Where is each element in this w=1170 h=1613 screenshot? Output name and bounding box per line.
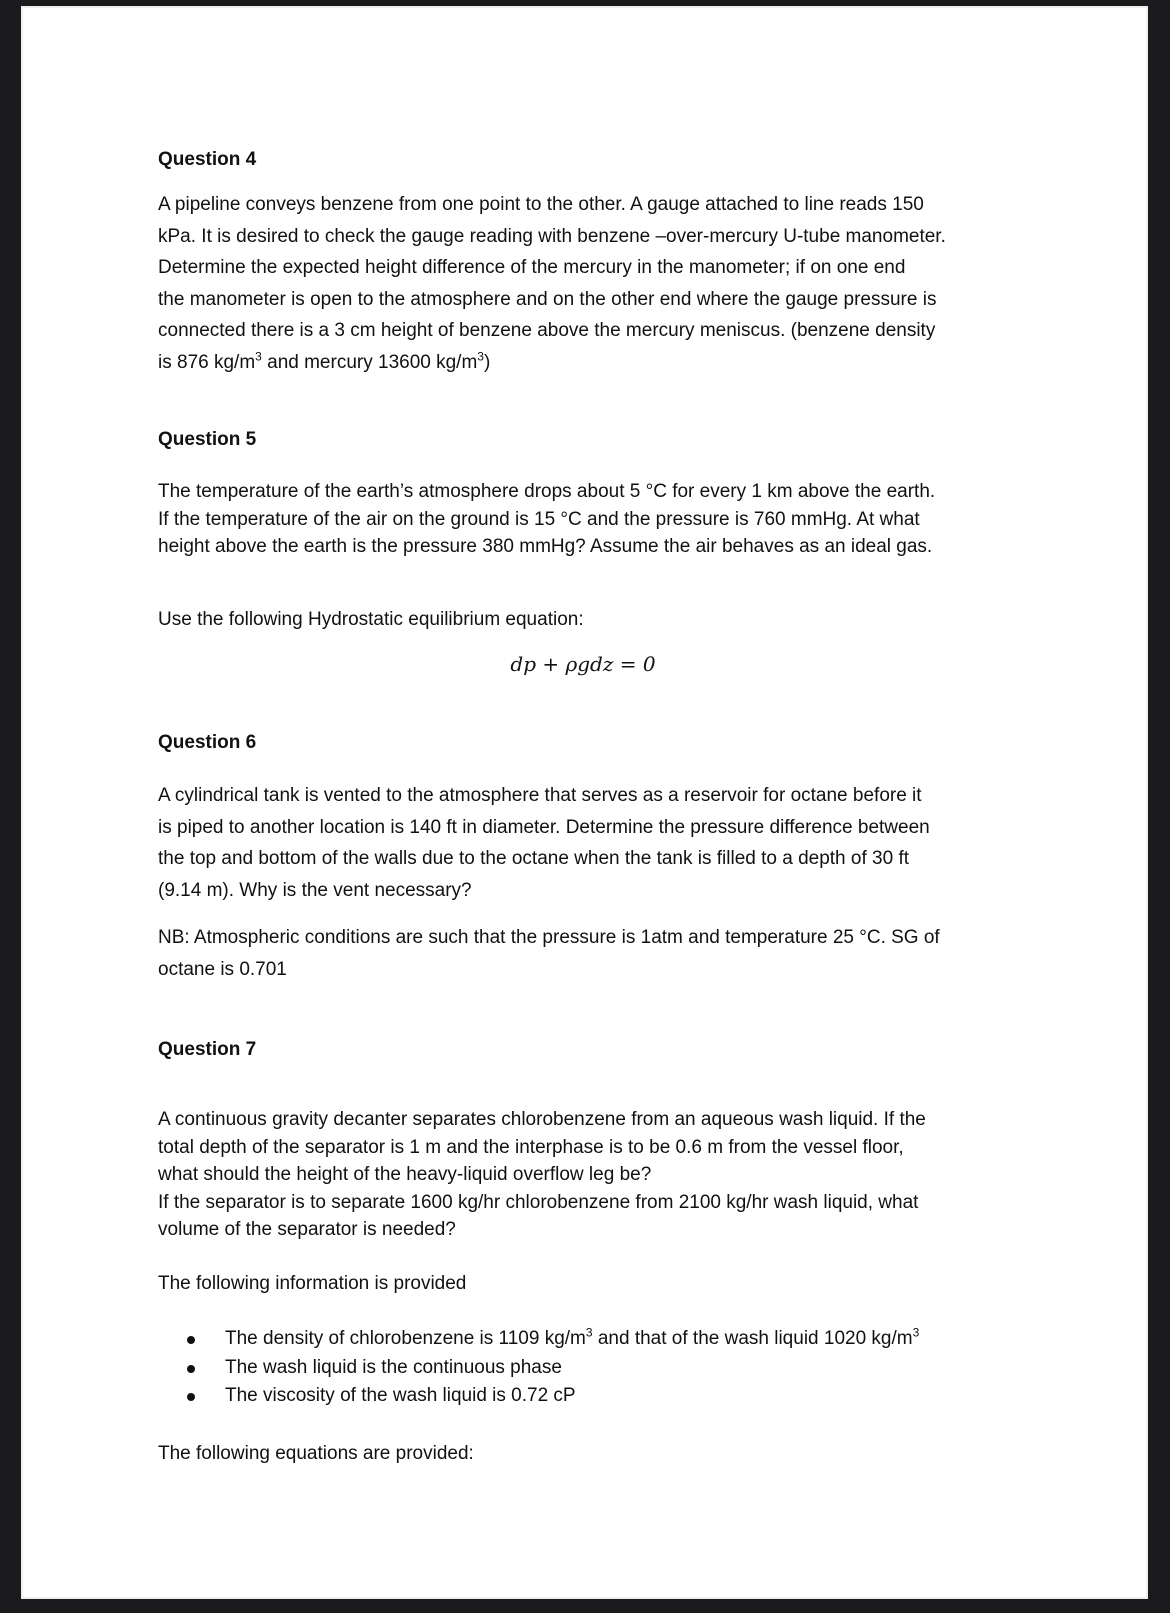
- text-line: the top and bottom of the walls due to the octane when the tank is filled to a depth of 30 ft: [158, 848, 910, 870]
- superscript: 3: [477, 349, 484, 364]
- text-line: height above the earth is the pressure 380 mmHg? Assume the air behaves as an ideal gas.: [158, 536, 933, 557]
- superscript: 3: [585, 1325, 593, 1340]
- question-7-info-heading: [158, 1270, 1008, 1298]
- text-line: The following equations are provided:: [158, 1443, 474, 1464]
- text-line: If the temperature of the air on the ground is 15 °C and the pressure is 760 mmHg. At what: [158, 508, 920, 530]
- question-4-title: Question 4: [158, 149, 257, 170]
- question-5-title: Question 5: [158, 429, 257, 450]
- question-7-text: [158, 1106, 1008, 1244]
- text-line: connected there is a 3 cm height of benzene above the mercury meniscus. (benzene density: [158, 320, 936, 342]
- list-item: [158, 1382, 1008, 1411]
- list-item: [158, 1325, 1008, 1354]
- bullet-icon: [187, 1393, 195, 1401]
- question-5-text: [158, 478, 1008, 561]
- text-line: The following information is provided: [158, 1273, 467, 1294]
- list-item: [158, 1354, 1008, 1383]
- text-line: A continuous gravity decanter separates chlorobenzene from an aqueous wash liquid. If the: [158, 1109, 926, 1130]
- text-line: A cylindrical tank is vented to the atmosphere that serves as a reservoir for octane before it: [158, 785, 922, 806]
- question-6-note: [158, 922, 1008, 985]
- text-line: Use the following Hydrostatic equilibrium equation:: [158, 609, 584, 630]
- text-fragment: is 876 kg/m: [158, 351, 256, 373]
- bullet-icon: [187, 1336, 195, 1344]
- text-line: NB: Atmospheric conditions are such that the pressure is 1atm and temperature 25 °C. SG of: [158, 927, 940, 948]
- text-fragment: and that of the wash liquid 1020 kg/m: [592, 1328, 913, 1349]
- text-line: kPa. It is desired to check the gauge reading with benzene –over-mercury U-tube manometer.: [158, 225, 946, 247]
- text-line: Determine the expected height difference of the mercury in the manometer; if on one end: [158, 257, 906, 279]
- bullet-icon: [187, 1365, 195, 1373]
- question-4-text: [158, 189, 1008, 379]
- text-fragment: and mercury 13600 kg/m: [261, 351, 478, 373]
- text-line: [158, 347, 1008, 379]
- text-line: the manometer is open to the atmosphere and on the other end where the gauge pressure is: [158, 288, 937, 310]
- text-line: (9.14 m). Why is the vent necessary?: [158, 879, 472, 901]
- question-6-text: [158, 780, 1008, 906]
- text-line: what should the height of the heavy-liquid overflow leg be?: [158, 1164, 652, 1185]
- question-7-equations-heading: [158, 1440, 1008, 1468]
- superscript: 3: [912, 1325, 920, 1340]
- text-line: A pipeline conveys benzene from one point to the other. A gauge attached to line reads 150: [158, 194, 924, 215]
- text-line: is piped to another location is 140 ft in diameter. Determine the pressure difference between: [158, 816, 930, 838]
- superscript: 3: [255, 349, 262, 364]
- text-fragment: The density of chlorobenzene is 1109 kg/m: [225, 1328, 586, 1349]
- question-5-instruction: [158, 606, 1008, 634]
- text-line: The temperature of the earth’s atmosphere drops about 5 °C for every 1 km above the earth.: [158, 481, 936, 502]
- text-fragment: The viscosity of the wash liquid is 0.72 cP: [225, 1385, 576, 1406]
- question-7-title: Question 7: [158, 1039, 257, 1060]
- text-line: total depth of the separator is 1 m and the interphase is to be 0.6 m from the vessel floor,: [158, 1136, 904, 1158]
- text-line: volume of the separator is needed?: [158, 1219, 456, 1240]
- text-line: If the separator is to separate 1600 kg/hr chlorobenzene from 2100 kg/hr wash liquid, what: [158, 1191, 919, 1213]
- text-fragment: The wash liquid is the continuous phase: [225, 1356, 562, 1378]
- question-6-title: Question 6: [158, 732, 257, 753]
- text-fragment: ): [483, 351, 491, 373]
- question-7-info-list: [158, 1325, 1008, 1411]
- text-line: octane is 0.701: [158, 958, 287, 980]
- hydrostatic-equation: dp + ρgdz = 0: [510, 652, 656, 676]
- document-page: [23, 8, 1146, 1597]
